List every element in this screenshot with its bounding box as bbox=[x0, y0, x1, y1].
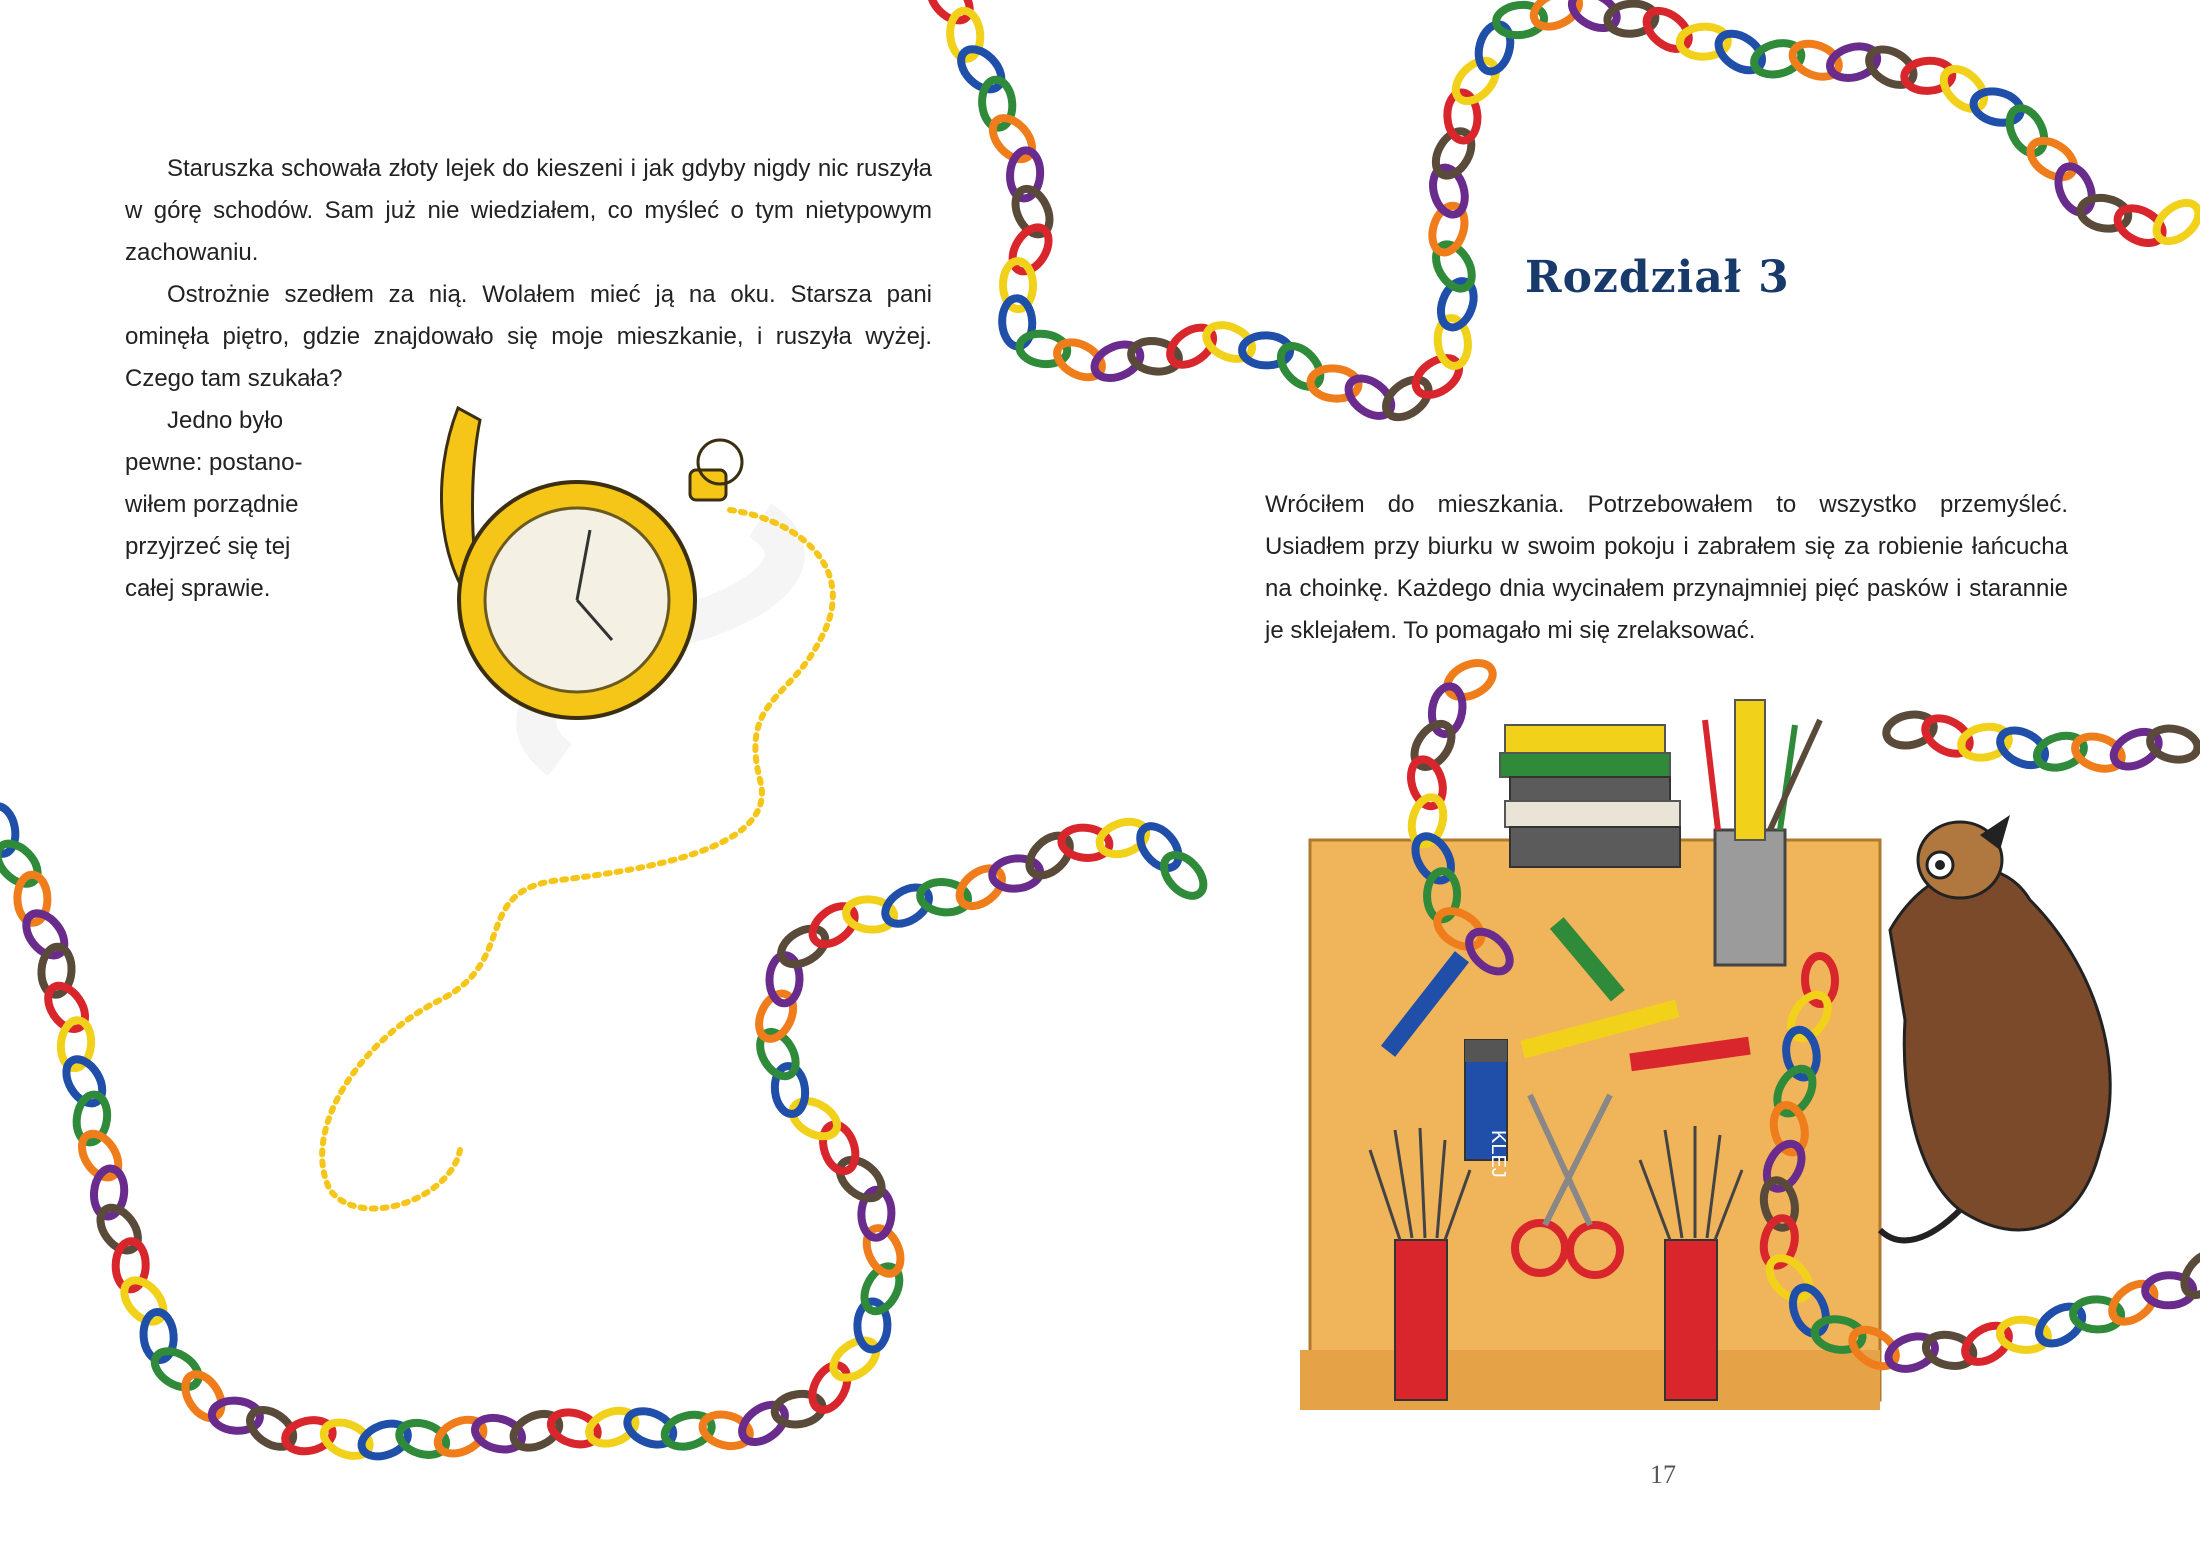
chapter-paragraph: Wróciłem do mieszkania. Potrzebowałem to wszystko przemyśleć. Usiadłem przy biurku w swoim pokoju i zabrałem się za robienie łańcucha na choinkę. Każdego dnia wycinałem przynajmniej pięć pasków i starannie je sklejałem. To pomagało mi się zrelaksować. bbox=[1265, 491, 2068, 644]
paragraph-3-line: pewne: postano- bbox=[125, 449, 303, 476]
pocket-watch-illustration bbox=[322, 408, 833, 1209]
dog-illustration bbox=[1880, 815, 2110, 1240]
paragraph-1: Staruszka schowała złoty lejek do kieszeni i jak gdyby nigdy nic ruszyła w górę schodów. Sam już nie wiedziałem, co myśleć o tym nietypowym zachowaniu. bbox=[125, 155, 932, 266]
chain-link bbox=[178, 1368, 229, 1425]
chain-link bbox=[148, 1344, 205, 1395]
chain-link bbox=[2024, 133, 2081, 184]
chain-link bbox=[1409, 351, 1466, 403]
chain-link bbox=[1442, 656, 1498, 704]
paragraph-3-line: wiłem porządnie bbox=[125, 491, 299, 518]
page-number: 17 bbox=[1650, 1460, 1676, 1489]
chain-link bbox=[827, 1333, 883, 1385]
chain-link bbox=[1133, 819, 1187, 875]
paragraph-2: Ostrożnie szedłem za nią. Wolałem mieć ją na oku. Starsza pani ominęła piętro, gdzie znajdowało się moje mieszkanie, i ruszyła wyżej. Czego tam szukała? bbox=[125, 281, 932, 392]
chain-link bbox=[2149, 195, 2200, 249]
chapter-title: Rozdział 3 bbox=[1525, 252, 1790, 303]
glue-label: KLEJ bbox=[1487, 1130, 1509, 1178]
paragraph-3-line: całej sprawie. bbox=[125, 575, 271, 602]
chain-link bbox=[1156, 848, 1211, 904]
paragraph-3-line: przyjrzeć się tej bbox=[125, 533, 291, 560]
chain-link bbox=[787, 1094, 844, 1143]
paragraph-3-line: Jedno było bbox=[167, 407, 284, 434]
chain-link bbox=[1273, 339, 1328, 395]
chain-link bbox=[2052, 161, 2098, 217]
chain-link bbox=[833, 1152, 889, 1206]
